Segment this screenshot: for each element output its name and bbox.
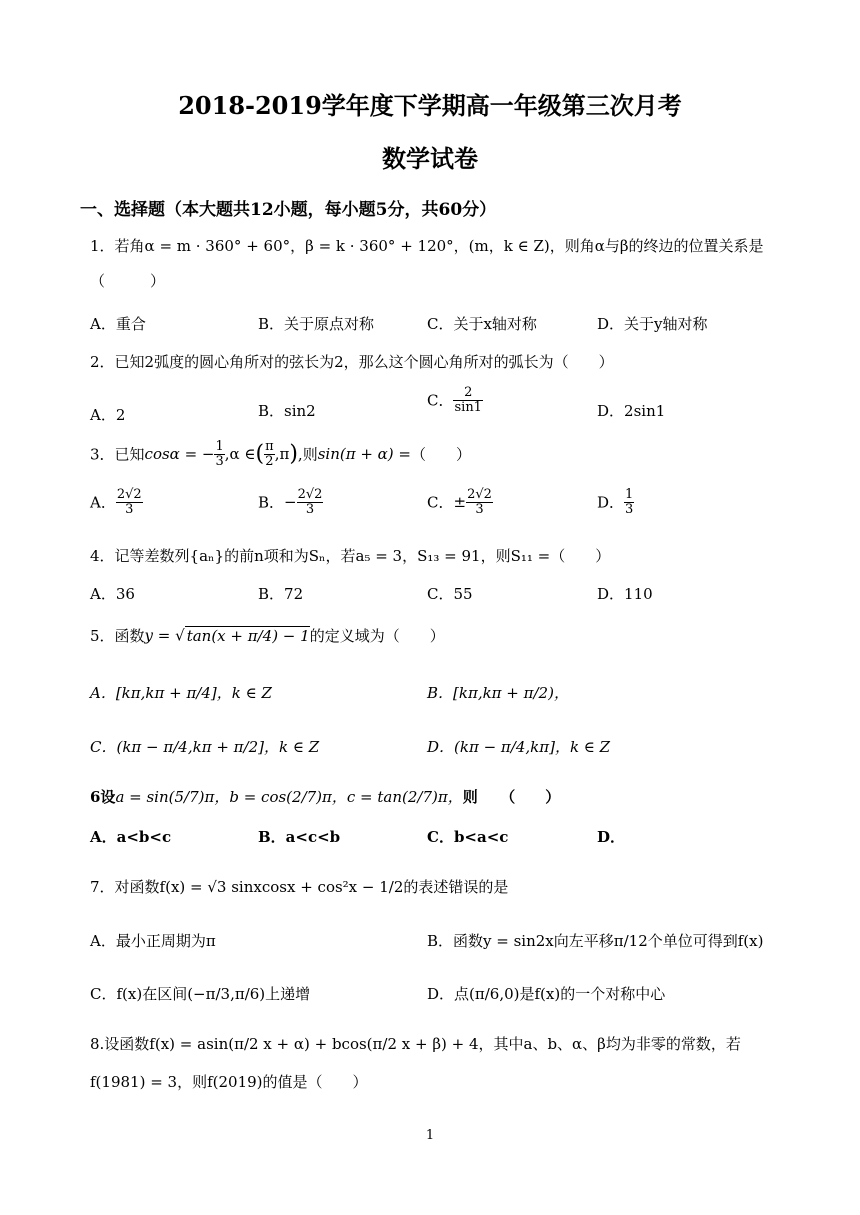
q6-option-d: D． [597,828,626,846]
q7-text: 7．对函数f(x) = √3 sinxcosx + cos²x − 1/2的表述错误的是 [90,878,509,896]
q5-text: 5．函数y = √ tan(x + π/4) − 1的定义域为（ ） [90,626,445,645]
q1-option-d: D．关于y轴对称 [597,315,708,333]
q3-option-d: D． $\frac{1}{3}$ [597,487,634,517]
q2-option-c: C． $\frac{2}{\sin 1}$ [427,385,482,415]
exam-subtitle: 数学试卷 [382,144,478,173]
q4-option-c: C．55 [427,585,473,603]
q7-option-d: D．点(π/6,0)是f(x)的一个对称中心 [427,985,666,1003]
q2-option-a: A．2 [90,406,126,424]
q6-text: 6设a = sin(5/7)π，b = cos(2/7)π，c = tan(2/7)π，则 （ ） [90,788,561,806]
page-number: 1 [425,1128,435,1143]
q1-option-a: A．重合 [90,315,146,333]
q3-option-c: C．± $\frac{2√2}{3}$ [427,487,492,517]
q3-text: 3．已知cosα = − $\frac{1}{3}$ ,α ∈( $\frac{\pi}{2}$ ,π),则sin(π + α) =（ ） [90,439,472,469]
q3-option-a: A． $\frac{2√2}{3}$ [90,487,142,517]
q1-paren: （ ） [90,272,166,290]
q3-option-b: B．− $\frac{2√2}{3}$ [258,487,323,517]
q5-option-d: D．(kπ − π/4,kπ]，k ∈ Z [427,738,611,756]
q1-text: 1．若角α = m · 360° + 60°，β = k · 360° + 120°，(m，k ∈ Z)，则角α与β的终边的位置关系是 [90,237,764,255]
q8-text-line1: 8.设函数f(x) = asin(π/2 x + α) + bcos(π/2 x + β) + 4，其中a、b、α、β均为非零的常数，若 [90,1035,741,1053]
q8-text-line2: f(1981) = 3，则f(2019)的值是（ ） [90,1073,368,1091]
exam-title: 2018-2019学年度下学期高一年级第三次月考 [178,91,682,120]
q4-option-a: A．36 [90,585,135,603]
q4-option-b: B．72 [258,585,304,603]
q2-text: 2．已知2弧度的圆心角所对的弦长为2，那么这个圆心角所对的弧长为（ ） [90,353,614,371]
q5-option-b: B．[kπ,kπ + π/2)， [427,684,569,702]
q7-option-a: A．最小正周期为π [90,932,216,950]
q6-option-c: C．b<a<c [427,828,509,846]
q1-option-b: B．关于原点对称 [258,315,375,333]
q5-option-a: A．[kπ,kπ + π/4]，k ∈ Z [90,684,272,702]
q4-text: 4．记等差数列{aₙ}的前n项和为Sₙ，若a₅ = 3，S₁₃ = 91，则S₁₁ =（ ） [90,547,611,565]
q7-option-b: B．函数y = sin2x向左平移π/12个单位可得到f(x) [427,932,764,950]
q5-option-c: C．(kπ − π/4,kπ + π/2]，k ∈ Z [90,738,320,756]
q4-option-d: D．110 [597,585,653,603]
q6-option-b: B．a<c<b [258,828,341,846]
q2-option-b: B．sin2 [258,402,316,420]
q6-option-a: A．a<b<c [90,828,172,846]
q7-option-c: C．f(x)在区间(−π/3,π/6)上递增 [90,985,311,1003]
q2-option-d: D．2sin1 [597,402,666,420]
section-heading: 一、选择题（本大题共12小题，每小题5分，共60分） [80,200,497,220]
q1-option-c: C．关于x轴对称 [427,315,537,333]
